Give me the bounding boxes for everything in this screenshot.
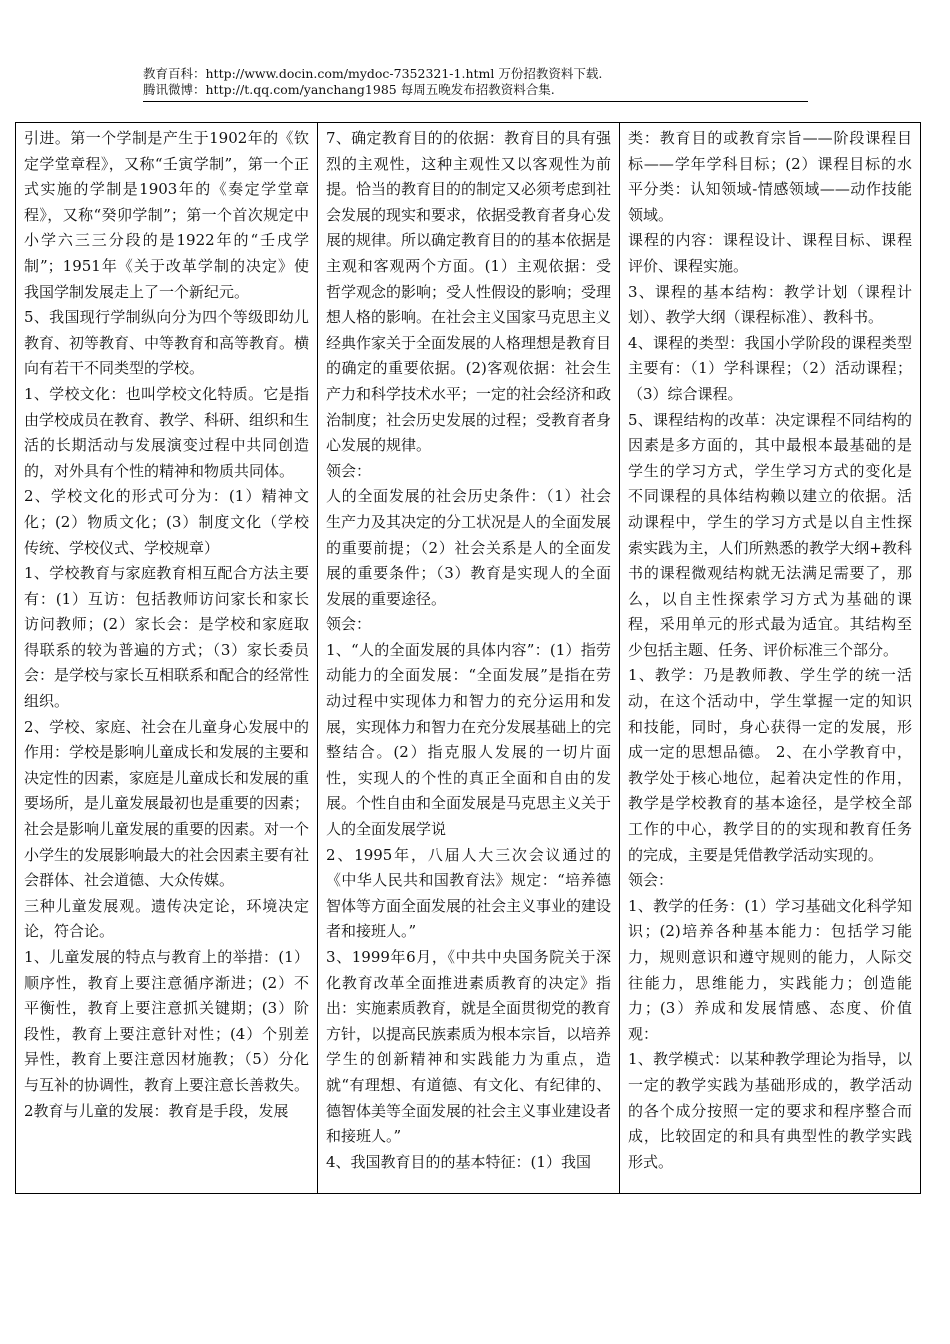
content-table (15, 122, 921, 1194)
paragraph: 人的全面发展的社会历史条件：（1）社会生产力及其决定的分工状况是人的全面发展的重要前提；（2）社会关系是人的全面发展的重要条件；（3）教育是实现人的全面发展的重要途径。 (326, 487, 612, 608)
paragraph: 类：教育目的或教育宗旨——阶段课程目标——学年学科目标；(2）课程目标的水平分类：认知领域-情感领域——动作技能领域。 (628, 129, 912, 224)
paragraph: 3、1999年6月，《中共中央国务院关于深化教育改革全面推进素质教育的决定》指出：实施素质教育，就是全面贯彻党的教育方针，以提高民族素质为根本宗旨，以培养学生的创新精神和实践能力为重点，造就“有理想、有道德、有文化、有纪律的、德智体美等全面发展的社会主义事业建设者和接班人。” (326, 948, 612, 1146)
paragraph: 1、儿童发展的特点与教育上的举措：(1）顺序性，教育上要注意循序渐进；(2）不平衡性，教育上要注意抓关键期；(3）阶段性，教育上要注意针对性；(4）个别差异性，教育上要注意因材施教；（5）分化与互补的协调性，教育上要注意长善救失。 (24, 948, 310, 1094)
paragraph: 2、学校、家庭、社会在儿童身心发展中的作用：学校是影响儿童成长和发展的主要和决定性的因素，家庭是儿童成长和发展的重要场所，是儿童发展最初也是重要的因素；社会是影响儿童发展的重要的因素。对一个小学生的发展影响最大的社会因素主要有社会群体、社会道德、大众传媒。 (24, 717, 310, 890)
paragraph: 课程的内容：课程设计、课程目标、课程评价、课程实施。 (628, 231, 912, 275)
header-line-encyclopedia: 教育百科：http://www.docin.com/mydoc-7352321-1.html 万份招教资料下载. (143, 66, 603, 81)
paragraph: 1、教学的任务：(1）学习基础文化科学知识；(2)培养各种基本能力：包括学习能力，规则意识和遵守规则的能力，人际交往能力，思维能力，实践能力；创造能力；(3）养成和发展情感、态度、价值观： (628, 896, 912, 1043)
paragraph: 1、教学：乃是教师教、学生学的统一活动，在这个活动中，学生掌握一定的知识和技能，同时，身心获得一定的发展，形成一定的思想品德。 2、在小学教育中，教学处于核心地位，起着决定性的作用，教学是学校教育的基本途径，是学校全部工作的中心，教学目的的实现和教育任务的完成，主要是凭借教学活动实现的。 (628, 666, 912, 864)
paragraph: 领会： (628, 871, 674, 890)
paragraph: 领会： (326, 461, 372, 480)
paragraph: 1、“人的全面发展的具体内容”：(1）指劳动能力的全面发展：“全面发展”是指在劳动过程中实现体力和智力的充分运用和发展，实现体力和智力在充分发展基础上的完整结合。(2）指克服人发展的一切片面性，实现人的个性的真正全面和自由的发展。个性自由和全面发展是马克思主义关于人的全面发展学说 (326, 640, 612, 839)
paragraph: 1、教学模式：以某种教学理论为指导，以一定的教学实践为基础形成的，教学活动的各个成分按照一定的要求和程序整合而成，比较固定的和具有典型性的教学实践形式。 (628, 1050, 912, 1171)
paragraph: 1、学校教育与家庭教育相互配合方法主要有：(1）互访：包括教师访问家长和家长访问教师；(2）家长会：是学校和家庭取得联系的较为普遍的方式；（3）家长委员会：是学校与家长互相联系和配合的经常性组织。 (24, 564, 310, 711)
paragraph: 2、1995年，八届人大三次会议通过的《中华人民共和国教育法》规定：“培养德智体等方面全面发展的社会主义事业的建设者和接班人。” (326, 845, 612, 941)
column-right (620, 123, 921, 1194)
header-divider (143, 101, 808, 102)
paragraph: 1、学校文化：也叫学校文化特质。它是指由学校成员在教育、教学、科研、组织和生活的长期活动与发展演变过程中共同创造的，对外具有个性的精神和物质共同体。 (24, 384, 310, 480)
paragraph: 4、课程的类型：我国小学阶段的课程类型主要有：（1）学科课程；（2）活动课程；（3）综合课程。 (628, 333, 912, 403)
paragraph: 2教育与儿童的发展：教育是手段，发展 (24, 1101, 289, 1120)
page-header (143, 66, 808, 98)
paragraph: 领会： (326, 615, 372, 634)
column-middle (318, 123, 620, 1194)
paragraph: 4、我国教育目的的基本特征：(1）我国 (326, 1152, 591, 1171)
paragraph: 5、课程结构的改革：决定课程不同结构的因素是多方面的，其中最根本最基础的是学生的学习方式，学生学习方式的变化是不同课程的具体结构赖以建立的依据。活动课程中，学生的学习方式是以自主性探索实践为主，人们所熟悉的教学大纲+教科书的课程微观结构就无法满足需要了，那么，以自主性探索学习方式为基础的课程，采用单元的形式最为适宜。其结构至少包括主题、任务、评价标准三个部分。 (628, 410, 912, 659)
paragraph: 5、我国现行学制纵向分为四个等级即幼儿教育、初等教育、中等教育和高等教育。横向有若干不同类型的学校。 (24, 308, 310, 378)
paragraph: 2、学校文化的形式可分为：(1）精神文化；(2）物质文化；(3）制度文化（学校传统、学校仪式、学校规章） (24, 487, 309, 557)
paragraph: 三种儿童发展观。遗传决定论，环境决定论，符合论。 (24, 896, 309, 941)
paragraph: 3、课程的基本结构：教学计划（课程计划）、教学大纲（课程标准）、教科书。 (628, 282, 912, 327)
content-row (16, 123, 921, 1194)
paragraph: 7、确定教育目的的依据：教育目的具有强烈的主观性，这种主观性又以客观性为前提。恰当的教育目的的制定又必须考虑到社会发展的现实和要求，依据受教育者身心发展的规律。所以确定教育目的的基本依据是主观和客观两个方面。(1）主观依据：受哲学观念的影响；受人性假设的影响；受理想人格的影响。在社会主义国家马克思主义经典作家关于全面发展的人格理想是教育目的确定的重要依据。(2)客观依据：社会生产力和科学技术水平；一定的社会经济和政治制度；社会历史发展的过程；受教育者身心发展的规律。 (326, 129, 612, 455)
paragraph: 引进。第一个学制是产生于1902年的《钦定学堂章程》，又称“壬寅学制”，第一个正式实施的学制是1903年的《奏定学堂章程》，又称“癸卯学制”；第一个首次规定中小学六三三分段的是1922年的“壬戌学制”；1951年《关于改革学制的决定》使我国学制发展走上了一个新纪元。 (24, 129, 309, 301)
header-line-weibo: 腾讯微博：http://t.qq.com/yanchang1985 每周五晚发布招教资料合集. (143, 82, 555, 97)
column-left (16, 123, 318, 1194)
